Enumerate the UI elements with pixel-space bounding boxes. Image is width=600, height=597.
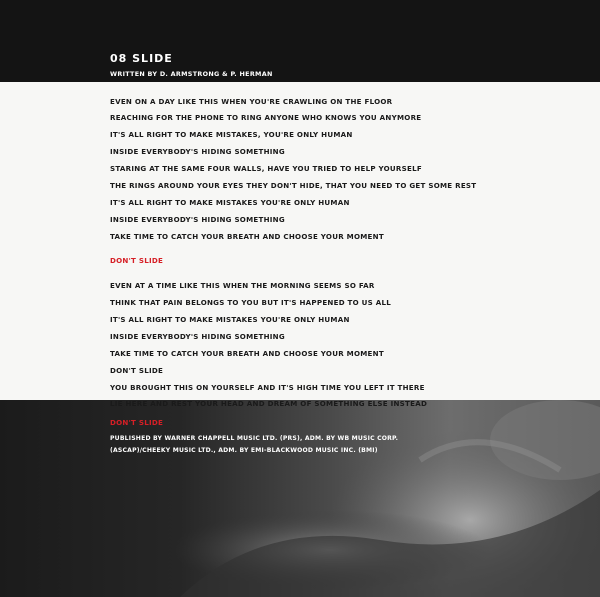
lyric-line: EVEN ON A DAY LIKE THIS WHEN YOU'RE CRAWLING ON THE FLOOR bbox=[110, 97, 393, 106]
lyric-line: TAKE TIME TO CATCH YOUR BREATH AND CHOOSE YOUR MOMENT bbox=[110, 349, 384, 358]
background-photo bbox=[0, 400, 600, 597]
lyric-line: YOU BROUGHT THIS ON YOURSELF AND IT'S HIGH TIME YOU LEFT IT THERE bbox=[110, 383, 425, 392]
publishing-credit: PUBLISHED BY WARNER CHAPPELL MUSIC LTD. (PRS), ADM. BY WB MUSIC CORP. bbox=[110, 435, 399, 442]
chorus-line: DON'T SLIDE bbox=[110, 418, 164, 427]
lyric-line: STARING AT THE SAME FOUR WALLS, HAVE YOU TRIED TO HELP YOURSELF bbox=[110, 164, 422, 173]
publishing-credit: (ASCAP)/CHEEKY MUSIC LTD., ADM. BY EMI-BLACKWOOD MUSIC INC. (BMI) bbox=[110, 447, 378, 454]
lyric-line: DON'T SLIDE bbox=[110, 366, 164, 375]
lyric-line: INSIDE EVERYBODY'S HIDING SOMETHING bbox=[110, 215, 285, 224]
writer-credit: WRITTEN BY D. ARMSTRONG & P. HERMAN bbox=[110, 70, 273, 78]
lyric-line: EVEN AT A TIME LIKE THIS WHEN THE MORNING SEEMS SO FAR bbox=[110, 281, 375, 290]
track-title: 08 SLIDE bbox=[110, 52, 173, 65]
top-dark-band bbox=[0, 0, 600, 82]
lyric-line: TAKE TIME TO CATCH YOUR BREATH AND CHOOSE YOUR MOMENT bbox=[110, 232, 384, 241]
lyric-line: THE RINGS AROUND YOUR EYES THEY DON'T HIDE, THAT YOU NEED TO GET SOME REST bbox=[110, 181, 477, 190]
lyric-line: INSIDE EVERYBODY'S HIDING SOMETHING bbox=[110, 332, 285, 341]
lyric-line: IT'S ALL RIGHT TO MAKE MISTAKES, YOU'RE ONLY HUMAN bbox=[110, 130, 353, 139]
lyric-line: LIE HERE AND REST YOUR HEAD AND DREAM OF SOMETHING ELSE INSTEAD bbox=[110, 399, 428, 408]
lyric-line: REACHING FOR THE PHONE TO RING ANYONE WHO KNOWS YOU ANYMORE bbox=[110, 113, 422, 122]
lyric-line: IT'S ALL RIGHT TO MAKE MISTAKES YOU'RE ONLY HUMAN bbox=[110, 198, 350, 207]
lyric-line: IT'S ALL RIGHT TO MAKE MISTAKES YOU'RE ONLY HUMAN bbox=[110, 315, 350, 324]
lyric-line: INSIDE EVERYBODY'S HIDING SOMETHING bbox=[110, 147, 285, 156]
chorus-line: DON'T SLIDE bbox=[110, 256, 164, 265]
lyric-line: THINK THAT PAIN BELONGS TO YOU BUT IT'S HAPPENED TO US ALL bbox=[110, 298, 392, 307]
